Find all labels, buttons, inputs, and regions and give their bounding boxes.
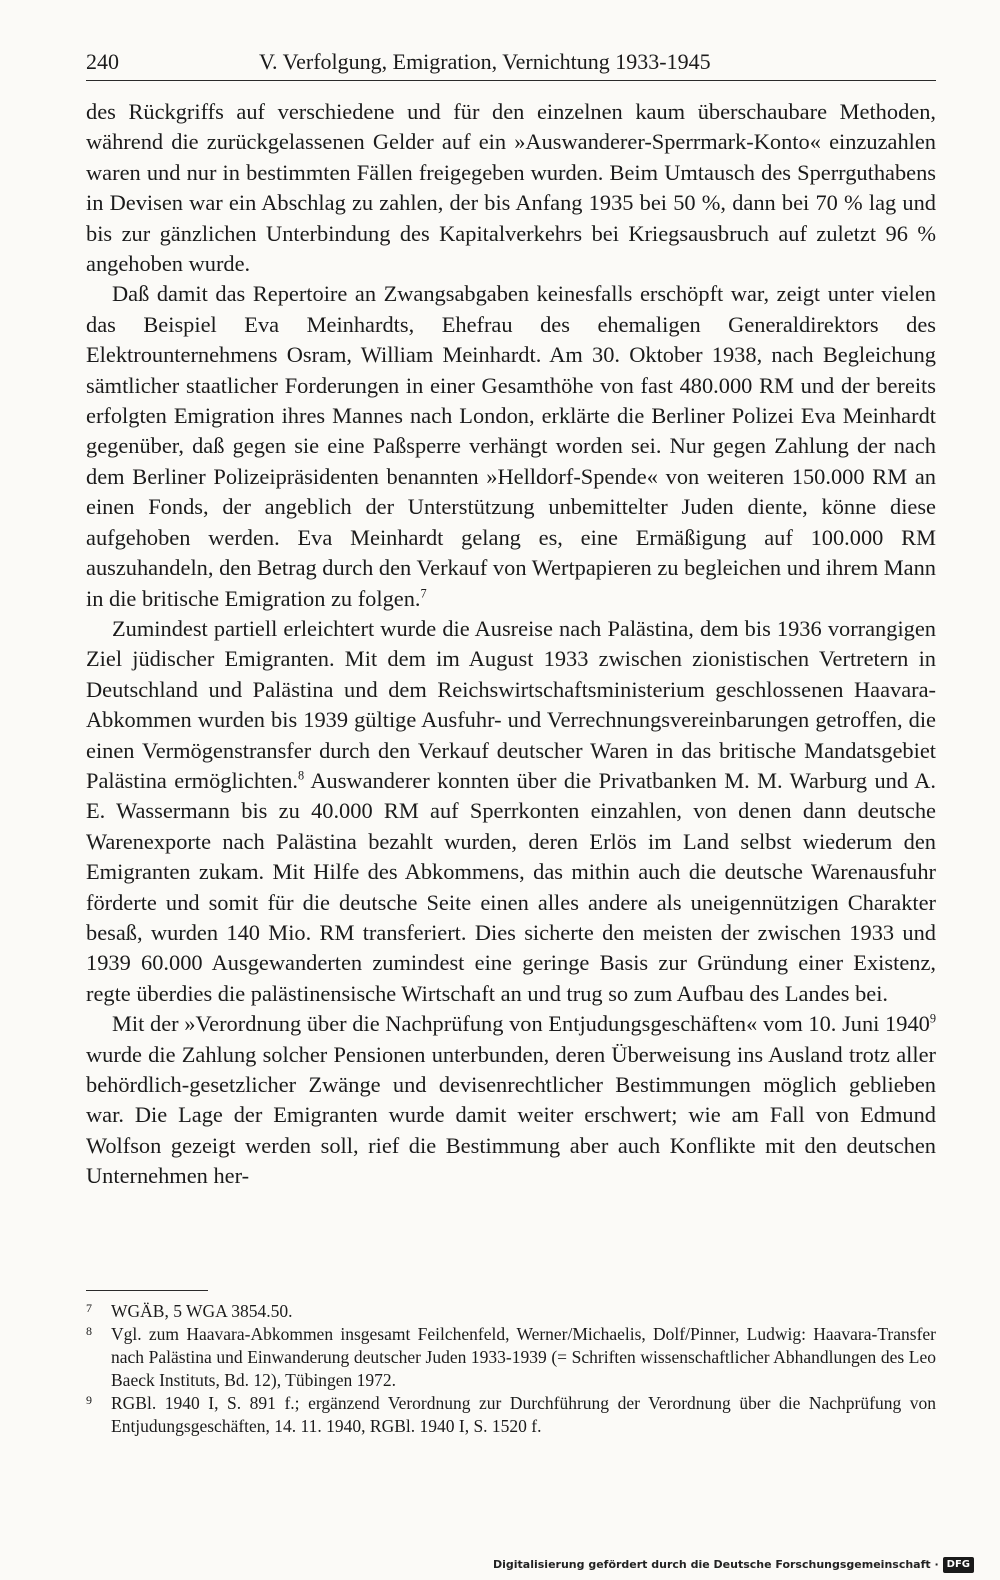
footnote-ref-9[interactable]: 9 bbox=[929, 1011, 936, 1026]
footnotes bbox=[86, 1300, 936, 1438]
footnote-ref-8[interactable]: 8 bbox=[298, 768, 305, 783]
footnote-text: Vgl. zum Haavara-Abkommen insgesamt Feilchenfeld, Werner/Michaelis, Dolf/Pinner, Ludwig: Haavara-Transfer nach Palästina und Einwanderung deutscher Juden 1933-1939 (= Schriften wissenschaftlicher Abhandlungen des Leo Baeck Instituts, Bd. 12), Tübingen 1972. bbox=[111, 1324, 936, 1390]
body-text bbox=[86, 97, 936, 1192]
footnote-ref-7[interactable]: 7 bbox=[420, 586, 427, 601]
paragraph-text: Mit der »Verordnung über die Nachprüfung von Entjudungsgeschäften« vom 10. Juni 1940 bbox=[112, 1011, 930, 1037]
paragraph-text: des Rückgriffs auf verschiedene und für den einzelnen kaum überschaubare Methoden, während die zurückgelassenen Gelder auf ein »Auswanderer-Sperrmark-Konto« einzuzahlen waren und nur in bestimmten Fällen freigegeben wurden. Beim Umtausch des Sperrguthabens in Devisen war ein Abschlag zu zahlen, der bis Anfang 1935 bei 50 %, dann bei 70 % lag und bis zur gänzlichen Unterbindung des Kapitalverkehrs bei Kriegsausbruch auf zuletzt 96 % angehoben wurde. bbox=[86, 99, 936, 277]
paragraph-4 bbox=[86, 1009, 936, 1191]
header-rule bbox=[86, 80, 936, 81]
dfg-logo-icon: DFG bbox=[943, 1557, 974, 1573]
footnote-mark: 9 bbox=[86, 1393, 92, 1407]
paragraph-text: Zumindest partiell erleichtert wurde die Ausreise nach Palästina, dem bis 1936 vorrangigen Ziel jüdischer Emigranten. Mit dem im August 1933 zwischen zionistischen Vertretern in Deutschland und Palästina und dem Reichswirtschaftsministerium geschlossenen Haavara-Abkommen wurden bis 1939 gültige Ausfuhr- und Verrechnungsvereinbarungen getroffen, die einen Vermögenstransfer durch den Verkauf deutscher Waren in das britische Mandatsgebiet Palästina ermöglichten. bbox=[86, 615, 936, 793]
page-number: 240 bbox=[86, 49, 119, 74]
digitization-credit bbox=[493, 1554, 974, 1576]
footnote-text: RGBl. 1940 I, S. 891 f.; ergänzend Verordnung zur Durchführung der Verordnung über die Nachprüfung von Entjudungsgeschäften, 14. 11. 1940, RGBl. 1940 I, S. 1520 f. bbox=[111, 1393, 936, 1436]
paragraph-text: Daß damit das Repertoire an Zwangsabgaben keinesfalls erschöpft war, zeigt unter vielen das Beispiel Eva Meinhardts, Ehefrau des ehemaligen Generaldirektors des Elektrounternehmens Osram, William Meinhardt. Am 30. Oktober 1938, nach Begleichung sämtlicher staatlicher Forderungen in einer Gesamthöhe von fast 480.000 RM und der bereits erfolgten Emigration ihres Mannes nach London, erklärte die Berliner Polizei Eva Meinhardt gegenüber, daß gegen sie eine Paßsperre verhängt worden sei. Nur gegen Zahlung der nach dem Berliner Polizeipräsidenten benannten »Helldorf-Spende« von weiteren 150.000 RM an einen Fonds, der angeblich der Unterstützung unbemittelter Juden diente, könne diese aufgehoben werden. Eva Meinhardt gelang es, eine Ermäßigung auf 100.000 RM auszuhandeln, den Betrag durch den Verkauf von Wertpapieren zu begleichen und ihrem Mann in die britische Emigration zu folgen. bbox=[86, 281, 936, 611]
footnote-text: WGÄB, 5 WGA 3854.50. bbox=[111, 1301, 293, 1321]
footnote-8 bbox=[86, 1323, 936, 1392]
paragraph-text-continued: wurde die Zahlung solcher Pensionen unterbunden, deren Überweisung ins Ausland trotz aller behördlich-gesetzlicher Zwänge und devisenrechtlicher Bestimmungen möglich geblieben war. Die Lage der Emigranten wurde damit weiter erschwert; wie am Fall von Edmund Wolfson gezeigt werden soll, rief die Bestimmung aber auch Konflikte mit den deutschen Unternehmen her- bbox=[86, 1041, 936, 1189]
footnote-9 bbox=[86, 1392, 936, 1438]
footnote-rule bbox=[86, 1290, 208, 1291]
paragraph-2 bbox=[86, 279, 936, 613]
paragraph-1 bbox=[86, 97, 936, 279]
footnote-mark: 7 bbox=[86, 1301, 92, 1315]
footnote-7 bbox=[86, 1300, 936, 1323]
paragraph-text-continued: Auswanderer konnten über die Privatbanken M. M. Warburg und A. E. Wassermann bis zu 40.000 RM auf Sperrkonten einzahlen, von denen dann deutsche Warenexporte nach Palästina bezahlt wurden, deren Erlös im Land selbst wiederum den Emigranten zukam. Mit Hilfe des Abkommens, das mithin auch die deutsche Warenausfuhr förderte und somit für die deutsche Seite einen alles andere als uneigennützigen Charakter besaß, wurden 140 Mio. RM transferiert. Dies sicherte den meisten der zwischen 1933 und 1939 60.000 Ausgewanderten zumindest eine geringe Basis zur Gründung einer Existenz, regte überdies die palästinensische Wirtschaft an und trug so zum Aufbau des Landes bei. bbox=[86, 767, 936, 1006]
paragraph-3 bbox=[86, 614, 936, 1009]
page-header bbox=[86, 42, 936, 82]
running-title: V. Verfolgung, Emigration, Vernichtung 1933-1945 bbox=[259, 49, 711, 74]
footnote-mark: 8 bbox=[86, 1324, 92, 1338]
digitization-text: Digitalisierung gefördert durch die Deutsche Forschungsgemeinschaft · bbox=[492, 1558, 939, 1571]
